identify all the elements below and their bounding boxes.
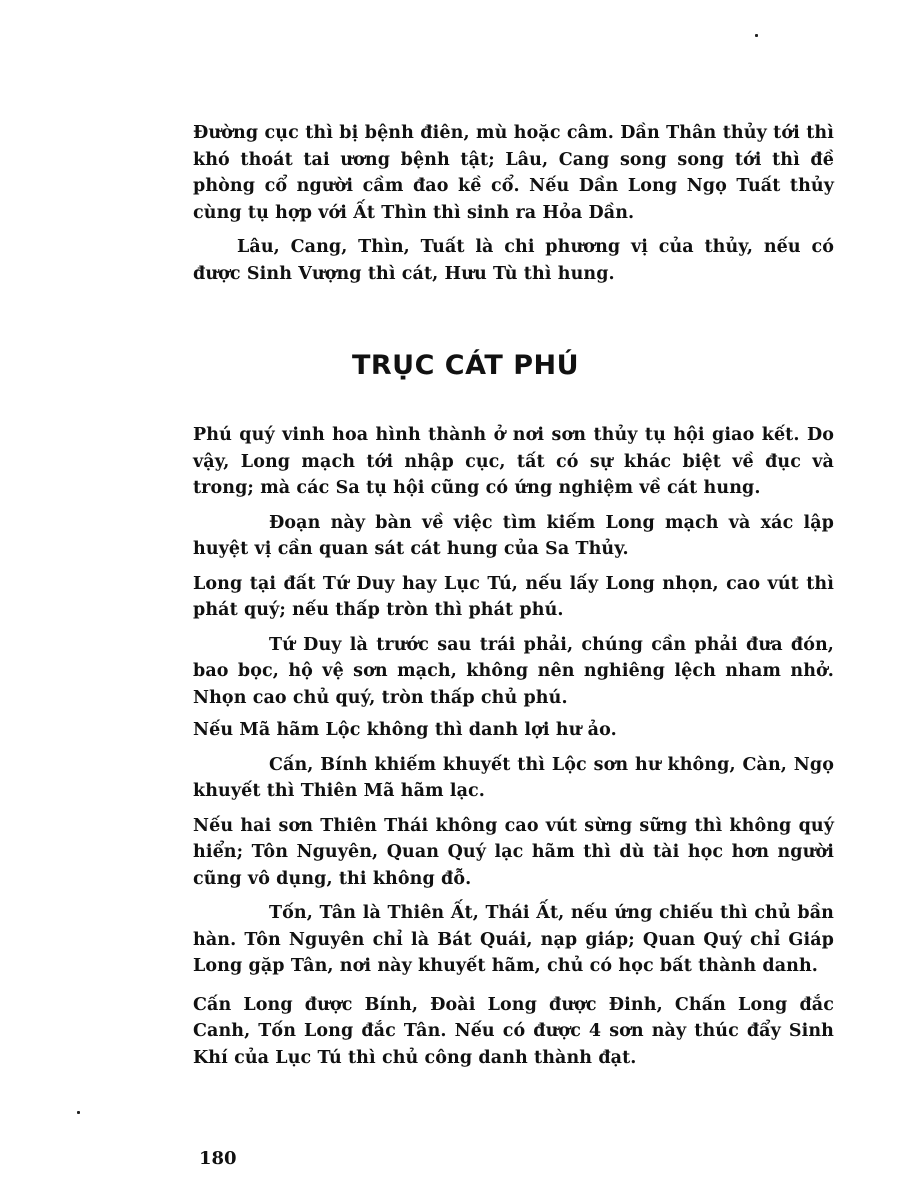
page-number: 180 (199, 1148, 237, 1169)
paragraph: Long tại đất Tứ Duy hay Lục Tú, nếu lấy Long nhọn, cao vút thì phát quý; nếu thấp tròn thì phát phú. (193, 573, 834, 620)
commentary-paragraph: Tứ Duy là trước sau trái phải, chúng cần phải đưa đón, bao bọc, hộ vệ sơn mạch, không nên nghiêng lệch nham nhở. Nhọn cao chủ quý, tròn thấp chủ phú. (193, 634, 834, 708)
section-title: TRỤC CÁT PHÚ (351, 350, 580, 381)
paragraph: Phú quý vinh hoa hình thành ở nơi sơn thủy tụ hội giao kết. Do vậy, Long mạch tới nhập cục, tất có sự khác biệt về đục và trong; mà các Sa tụ hội cũng có ứng nghiệm về cát hung. (193, 425, 834, 498)
paragraph: Cấn Long được Bính, Đoài Long được Đinh, Chấn Long đắc Canh, Tốn Long đắc Tân. Nếu có được 4 sơn này thúc đẩy Sinh Khí của Lục Tú thì chủ công danh thành đạt. (193, 994, 834, 1068)
paragraph: Đường cục thì bị bệnh điên, mù hoặc câm. Dần Thân thủy tới thì khó thoát tai ương bệnh tật; Lâu, Cang song song tới thì đề phòng cổ người cầm đao kề cổ. Nếu Dần Long Ngọ Tuất thủy cùng tụ hợp với Ất Thìn thì sinh ra Hỏa Dần. (193, 123, 834, 223)
scan-speck (77, 1111, 80, 1114)
section-text-block (193, 422, 834, 1071)
paragraph: Lâu, Cang, Thìn, Tuất là chi phương vị của thủy, nếu có được Sinh Vượng thì cát, Hưu Tù thì hung. (193, 237, 834, 284)
scan-speck (755, 34, 758, 37)
commentary-paragraph: Tốn, Tân là Thiên Ất, Thái Ất, nếu ứng chiếu thì chủ bần hàn. Tôn Nguyên chỉ là Bát Quái, nạp giáp; Quan Quý chỉ Giáp Long gặp Tân, nơi này khuyết hãm, chủ có học bất thành danh. (193, 903, 834, 976)
intro-text-block (193, 120, 834, 287)
commentary-paragraph: Cấn, Bính khiếm khuyết thì Lộc sơn hư không, Càn, Ngọ khuyết thì Thiên Mã hãm lạc. (193, 754, 834, 801)
paragraph: Nếu hai sơn Thiên Thái không cao vút sừng sững thì không quý hiển; Tôn Nguyên, Quan Quý lạc hãm thì dù tài học hơn người cũng vô dụng, thi không đỗ. (193, 815, 834, 889)
commentary-paragraph: Đoạn này bàn về việc tìm kiếm Long mạch và xác lập huyệt vị cần quan sát cát hung của Sa Thủy. (193, 512, 834, 559)
paragraph: Nếu Mã hãm Lộc không thì danh lợi hư ảo. (193, 720, 617, 740)
